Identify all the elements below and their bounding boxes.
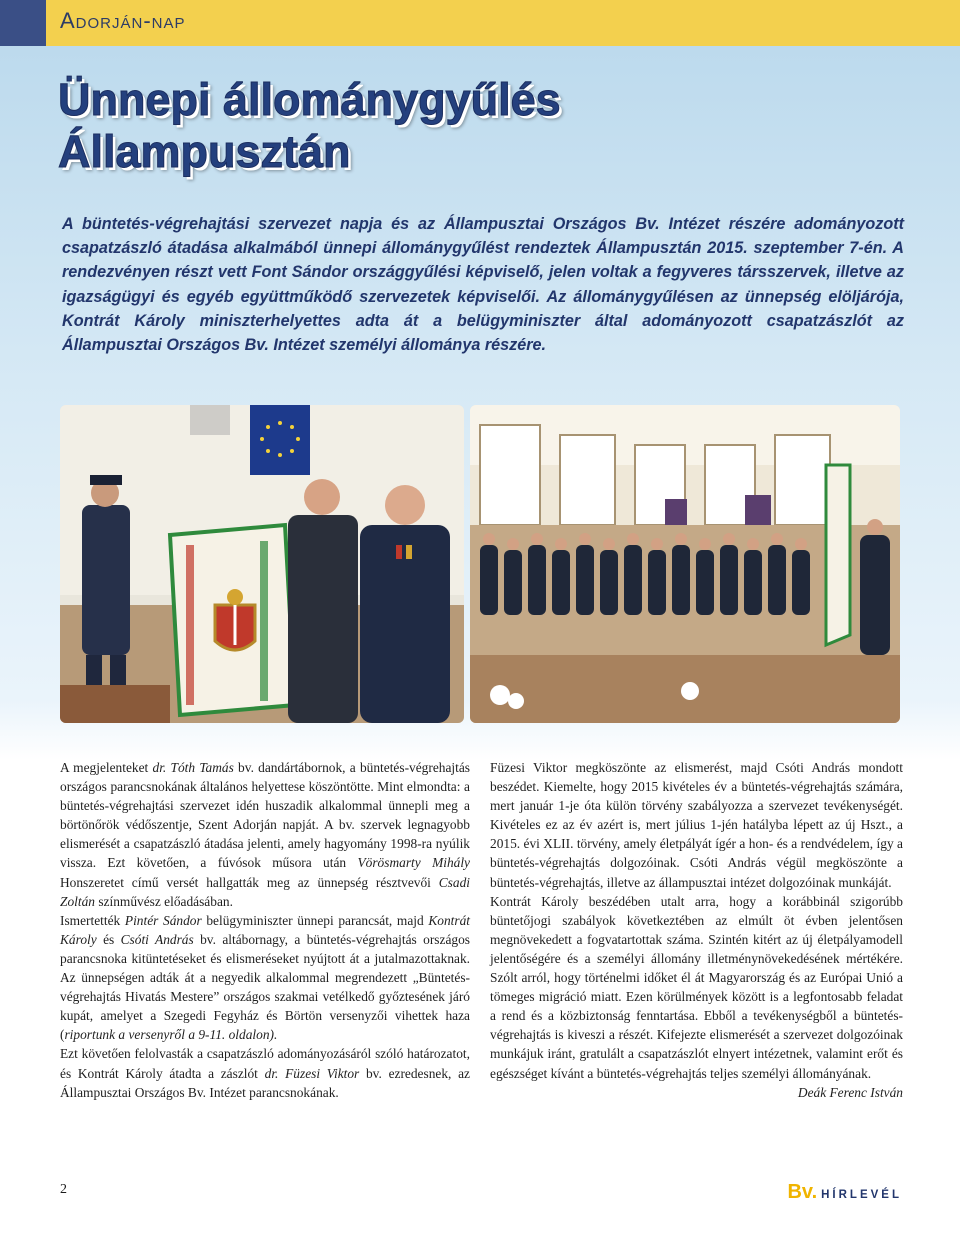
body-paragraph: [60, 911, 470, 1045]
section-header-bar: [0, 0, 960, 46]
header-accent-block: [0, 0, 46, 46]
body-paragraph: [60, 758, 470, 911]
text-run: bv. ezredesnek, az Állampusztai Országos Bv. Intézet parancsnokának.: [60, 1065, 470, 1100]
page-number: 2: [60, 1182, 67, 1197]
body-paragraph: Füzesi Viktor megköszönte az elismerést, majd Csóti András mondott beszédet. Kiemelte, hogy 2015 kivételes év a büntetés-végrehajtás számára, mert január 1-je óta külön törvény szabályozza a szervezet tevékenységét. Kivételes ez az év azért is, mert július 1-jén hatályba lépett az új Hszt., a 2015. évi XLII. törvény, amely életpályát ígér a hon- és a rendvédelem, így a büntetés-végrehajtás dolgozóinak. Csóti András végül megköszönte a büntetés-végrehajtás, illetve az állampusztai intézet dolgozóinak munkáját.: [490, 760, 903, 890]
person-name: dr. Tóth Tamás: [152, 760, 234, 775]
section-title: Adorján-nap: [60, 8, 186, 33]
person-name: dr. Füzesi Viktor: [264, 1065, 360, 1081]
body-paragraph: [60, 1044, 470, 1101]
brand-name: HÍRLEVÉL: [821, 1189, 902, 1201]
person-name: Kontrát Károly: [60, 912, 470, 947]
article-title-line2: Állampusztán: [58, 126, 351, 177]
article-title: [58, 74, 658, 178]
person-name: Csadi Zoltán: [60, 874, 470, 909]
article-title-line1: Ünnepi állománygyűlés: [58, 74, 561, 125]
text-run: Honszeretet című versét hallgatták meg az ünnepség résztvevői: [60, 874, 439, 890]
text-run: Ezt követően felolvasták a csapatzászló adományozásáról szóló határozatot, és Kontrát Károly átadta a zászlót: [60, 1046, 470, 1081]
assembly-hall-photo: [470, 405, 900, 723]
newsletter-logo: [787, 1181, 902, 1204]
text-run: A megjelenteket: [60, 760, 153, 775]
author-signature: Deák Ferenc István: [797, 1084, 903, 1100]
body-paragraph: Kontrát Károly beszédében utalt arra, hogy a korábbinál szigorúbb büntetőjogi szabályok következtében az elmúlt öt évben jelentősen megnövekedett a fogvatartottak száma. Szintén kitért az új életpályamodell jelentőségére és a személyi állomány illetménynövekedésének mértékére. Szólt arról, hogy történelmi időket él át Magyarország és az Európai Unió a tömeges migráció miatt. Ezen körülmények között is a legfontosabb feladat a rend és a közbiztonság fenntartása. Ebből a tevékenységből a büntetés-végrehajtás is kiveszi a részét. Kifejezte elismerését a szervezet dolgozóinak munkájuk iránt, gratulált a csapatzászlót elnyert intézetnek, valamint erőt és egészséget kívánt a büntetés-végrehajtás teljes személyi állományának.: [490, 893, 903, 1081]
person-name: Csóti András: [120, 931, 194, 947]
article-lead: A büntetés-végrehajtási szervezet napja és az Állampusztai Országos Bv. Intézet részére adományozott csapatzászló átadása alkalmából ünnepi állománygyűlést rendeztek Állampusztán 2015. szeptember 7-én. A rendezvényen részt vett Font Sándor országgyűlési képviselő, jelen voltak a fegyveres társszervek, illetve az igazságügyi és egyéb együttműködő szervezetek képviselői. Az állománygyűlésen az ünnepség elöljárója, Kontrát Károly miniszterhelyettes adta át a belügyminiszter által adományozott csapatzászlót az Állampusztai Országos Bv. Intézet személyi állománya részére.: [62, 215, 904, 355]
text-run: belügyminiszter ünnepi parancsát, majd: [201, 912, 429, 928]
article-column-right: [490, 758, 903, 1102]
text-run: és: [96, 931, 121, 947]
text-run: színművész előadásában.: [94, 893, 233, 909]
assembly-hall-illustration: [470, 405, 900, 723]
cross-reference: riportunk a versenyről a 9-11. oldalon).: [64, 1027, 278, 1043]
article-column-left: [60, 758, 470, 1102]
person-name: Vörösmarty Mihály: [357, 855, 470, 871]
text-run: bv. altábornagy, a büntetés-végrehajtás országos parancsnoka kitüntetéseket és elismeréseket nyújtott át a jutalmazottaknak. Az ünnepségen adták át a negyedik alkalommal megrendezett „Büntetés-végrehajtás Hivatás Mestere” országos szakmai vetélkedő győztesének járó kupát, amelyet a Szegedi Fegyház és Börtön versenyzői vihettek haza (: [60, 931, 470, 1043]
flag-handover-photo: [60, 405, 464, 723]
brand-bv: Bv.: [787, 1181, 818, 1203]
flag-handover-illustration: [60, 405, 464, 723]
person-name: Pintér Sándor: [124, 912, 202, 928]
text-run: bv. dandártábornok, a büntetés-végrehajtás országos parancsnokának általános helyettese köszöntötte. Mint elmondta: a büntetés-végrehajtási szervezet idén huszadik alkalommal ünnepli meg a börtönőrök védőszentje, Szent Adorján napját. A bv. szervek legnagyobb elismerését a csapatzászló átadása jelenti, amely hagyomány 1998-ra nyúlik vissza. Ezt követően, a fúvósok műsora után: [60, 760, 471, 871]
text-run: Ismertették: [60, 912, 125, 928]
